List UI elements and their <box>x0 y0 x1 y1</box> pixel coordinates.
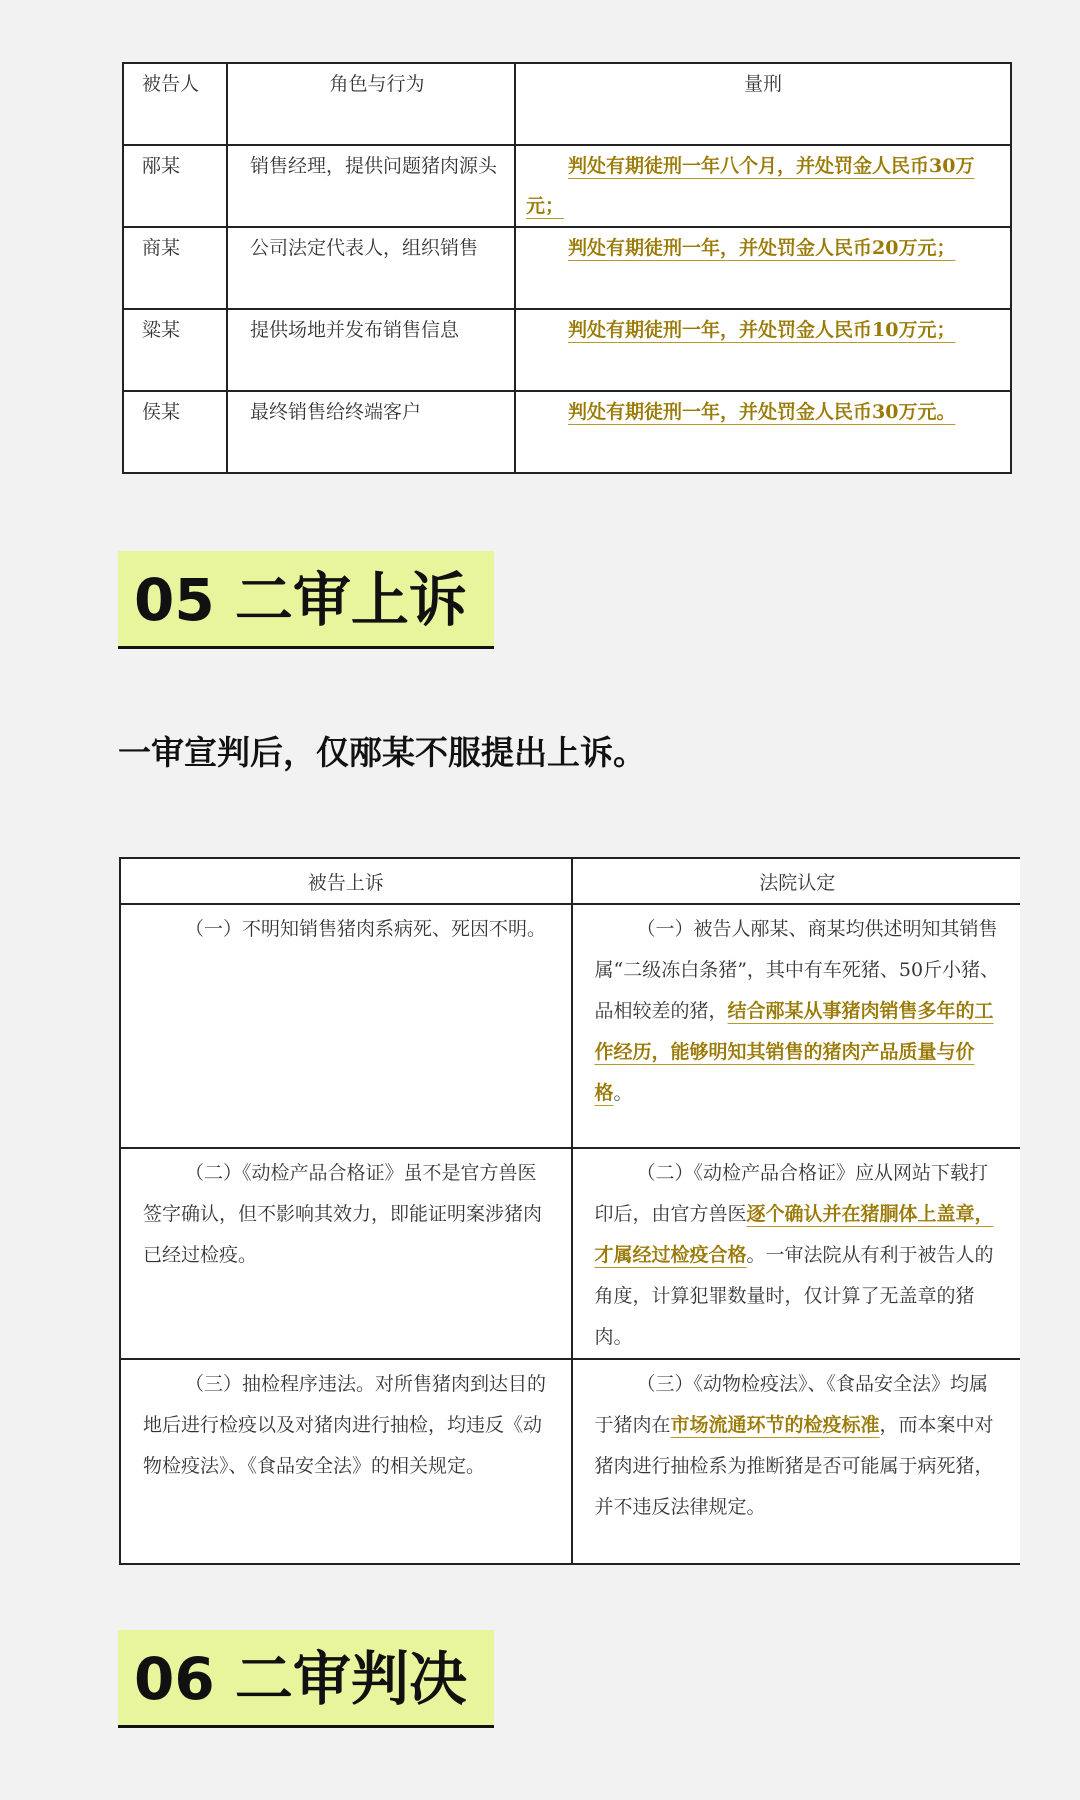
court-cell <box>572 904 1021 1148</box>
sentence-cell <box>515 391 1011 473</box>
table-header-row <box>120 858 1020 904</box>
defendant-role: 提供场地并发布销售信息 <box>227 309 515 391</box>
table-row <box>123 227 1011 309</box>
defendant-name: 商某 <box>123 227 227 309</box>
court-text: （二）《动检产品合格证》应从网站下载打印后，由官方兽医 <box>594 1162 989 1225</box>
section-title-06: 06 二审判决 <box>118 1630 494 1728</box>
table-row <box>123 309 1011 391</box>
appeal-table <box>119 857 1020 1565</box>
sentence-cell <box>515 145 1011 227</box>
court-text: （一）被告人邴某、商某均供述明知其销售属“二级冻白条猪”，其中有车死猪、50斤小猪、品相较差的猪， <box>594 918 1000 1022</box>
court-text-tail: 。 <box>613 1082 633 1104</box>
header-appeal: 被告上诉 <box>120 858 572 904</box>
intro-paragraph: 一审宣判后，仅邴某不服提出上诉。 <box>118 733 646 772</box>
sentence-text: 判处有期徒刑一年，并处罚金人民币10万元； <box>568 319 956 341</box>
header-sentence: 量刑 <box>515 63 1011 145</box>
table-header-row <box>123 63 1011 145</box>
court-text: （三）《动物检疫法》、《食品安全法》均属于猪肉在 <box>594 1373 989 1436</box>
header-role: 角色与行为 <box>227 63 515 145</box>
header-court: 法院认定 <box>572 858 1021 904</box>
appeal-cell <box>120 1359 572 1564</box>
sentence-text: 判处有期徒刑一年八个月，并处罚金人民币30万元； <box>526 155 975 217</box>
section-title-05: 05 二审上诉 <box>118 551 494 649</box>
sentence-cell <box>515 227 1011 309</box>
court-cell <box>572 1148 1021 1359</box>
court-cell <box>572 1359 1021 1564</box>
appeal-cell <box>120 904 572 1148</box>
defendant-role: 销售经理，提供问题猪肉源头 <box>227 145 515 227</box>
appeal-text: （三）抽检程序违法。对所售猪肉到达目的地后进行检疫以及对猪肉进行抽检，均违反《动物检疫法》、《食品安全法》的相关规定。 <box>143 1373 547 1477</box>
court-highlight: 结合邴某从事猪肉销售多年的工作经历，能够明知其销售的猪肉产品质量与价格 <box>594 1000 994 1104</box>
sentencing-table <box>122 62 1012 474</box>
defendant-role: 公司法定代表人，组织销售 <box>227 227 515 309</box>
appeal-text: （二）《动检产品合格证》虽不是官方兽医签字确认，但不影响其效力，即能证明案涉猪肉已经过检疫。 <box>143 1162 543 1266</box>
court-highlight: 市场流通环节的检疫标准 <box>670 1414 880 1436</box>
court-text-tail: 。一审法院从有利于被告人的角度，计算犯罪数量时，仅计算了无盖章的猪肉。 <box>594 1244 994 1348</box>
table-row <box>120 904 1020 1148</box>
appeal-cell <box>120 1148 572 1359</box>
table-row <box>123 145 1011 227</box>
table-row <box>120 1359 1020 1564</box>
sentence-text: 判处有期徒刑一年，并处罚金人民币30万元。 <box>568 401 956 423</box>
header-defendant: 被告人 <box>123 63 227 145</box>
defendant-name: 侯某 <box>123 391 227 473</box>
defendant-role: 最终销售给终端客户 <box>227 391 515 473</box>
court-highlight: 逐个确认并在猪胴体上盖章，才属经过检疫合格 <box>594 1203 994 1266</box>
table-row <box>123 391 1011 473</box>
table-row <box>120 1148 1020 1359</box>
defendant-name: 邴某 <box>123 145 227 227</box>
sentence-text: 判处有期徒刑一年，并处罚金人民币20万元； <box>568 237 956 259</box>
appeal-text: （一）不明知销售猪肉系病死、死因不明。 <box>185 918 547 940</box>
sentence-cell <box>515 309 1011 391</box>
court-text-tail: ，而本案中对猪肉进行抽检系为推断猪是否可能属于病死猪，并不违反法律规定。 <box>594 1414 994 1518</box>
defendant-name: 粱某 <box>123 309 227 391</box>
